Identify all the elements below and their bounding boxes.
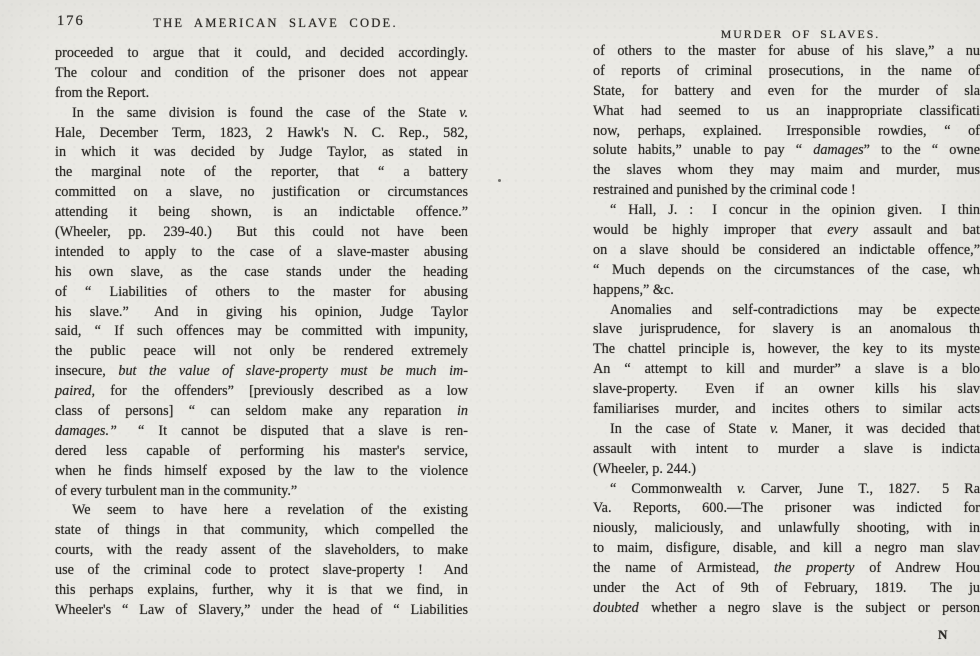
text-line <box>55 64 468 84</box>
text-line <box>55 143 468 163</box>
running-head-right: MURDER OF SLAVES. <box>720 27 881 41</box>
text-line <box>593 519 980 539</box>
text-run: of reports of criminal prosecutions, in the name of <box>593 62 980 79</box>
text-line <box>55 382 468 402</box>
text-line <box>593 499 980 519</box>
text-line <box>55 303 468 323</box>
text-run: courts, with the ready assent of the slaveholders, to make <box>55 542 468 559</box>
text-line <box>593 161 980 181</box>
text-run: “ Commonwealth <box>610 480 738 497</box>
italic-text-run: v. <box>737 480 746 497</box>
text-run: In the same division is found the case of the State <box>72 104 460 121</box>
text-run: class of persons] “ can seldom make any reparation <box>55 403 457 420</box>
text-line <box>593 340 980 360</box>
text-run: use of the criminal code to protect slave-property ! And <box>55 562 468 579</box>
right-page-text <box>593 42 980 619</box>
text-line <box>593 141 980 161</box>
text-line <box>593 82 980 102</box>
text-run: attending it being shown, is an indictable offence.” <box>55 204 468 221</box>
text-run: dered less capable of performing his master's service, <box>55 442 468 459</box>
text-run: would be highly improper that <box>593 222 828 239</box>
text-line <box>593 122 980 142</box>
text-run: whether a negro slave is the subject or person <box>638 599 980 616</box>
text-line <box>593 539 980 559</box>
italic-text-run: v. <box>459 104 468 121</box>
text-run: Va. Reports, 600.—The prisoner was indicted for <box>593 500 980 517</box>
text-run: his slave.” And in giving his opinion, Judge Taylor <box>55 303 468 320</box>
text-line <box>55 263 468 283</box>
text-line <box>593 559 980 579</box>
text-line <box>55 422 468 442</box>
text-line <box>55 462 468 482</box>
italic-text-run: v. <box>769 420 779 437</box>
text-run: An “ attempt to kill and murder” a slave is a blo <box>593 361 980 378</box>
text-run: when he finds himself exposed by the law to the violence <box>55 462 468 479</box>
ink-speck <box>498 179 501 182</box>
text-run: said, “ If such offences may be committed with impunity, <box>55 323 468 340</box>
text-run: “ Hall, J. : I concur in the opinion given. I thin <box>610 202 980 219</box>
text-line <box>55 104 468 124</box>
text-line <box>55 561 468 581</box>
text-line <box>55 223 468 243</box>
italic-text-run: damages <box>813 142 864 159</box>
text-run: his own slave, as the case stands under the heading <box>55 263 468 280</box>
text-line <box>55 501 468 521</box>
text-line <box>55 362 468 382</box>
text-run: assault with intent to murder a slave is indicta <box>593 440 980 457</box>
text-run: of Andrew Hou <box>854 560 980 577</box>
text-line <box>55 322 468 342</box>
text-line <box>593 42 980 62</box>
text-line <box>593 579 980 599</box>
printer-signature-mark: N <box>938 627 949 642</box>
text-line <box>55 124 468 144</box>
text-run: The colour and condition of the prisoner does not appear <box>55 64 468 81</box>
italic-text-run: damages.” <box>55 422 117 439</box>
text-line <box>55 521 468 541</box>
text-line <box>55 581 468 601</box>
text-run: Wheeler's “ Law of Slavery,” under the head of “ Liabilities <box>55 601 468 618</box>
text-run: Maner, it was decided that <box>778 420 980 437</box>
text-line <box>593 460 980 480</box>
text-run: Hale, December Term, 1823, 2 Hawk's N. C. Rep., 582, <box>55 124 468 141</box>
text-line <box>55 283 468 303</box>
text-line <box>55 163 468 183</box>
text-run: State, for battery and even for the murder of sla <box>593 82 980 99</box>
italic-text-run: in <box>456 403 468 420</box>
text-run: the public peace will not only be rendered extremely <box>55 343 468 360</box>
text-line <box>593 320 980 340</box>
italic-text-run: paired, <box>55 383 96 400</box>
left-page-text <box>55 44 468 621</box>
text-run: slave-property. Even if an owner kills his slav <box>593 381 980 398</box>
text-line <box>55 203 468 223</box>
text-line <box>593 360 980 380</box>
text-run: of every turbulent man in the community.” <box>55 482 298 499</box>
text-run: (Wheeler, p. 244.) <box>593 460 697 477</box>
text-run: this perhaps explains, further, why it is that we find, in <box>55 582 468 599</box>
text-line <box>55 84 468 104</box>
text-line <box>55 183 468 203</box>
page-number: 176 <box>57 13 85 29</box>
text-line <box>55 243 468 263</box>
text-run: restrained and punished by the criminal code ! <box>593 182 856 199</box>
text-line <box>55 402 468 422</box>
text-run: What had seemed to us an inappropriate classificati <box>593 102 980 119</box>
text-line <box>593 599 980 619</box>
text-run: from the Report. <box>55 84 150 101</box>
text-run: happens,” &c. <box>593 281 674 298</box>
text-line <box>593 380 980 400</box>
text-line <box>55 442 468 462</box>
text-run: insecure, <box>55 363 119 380</box>
text-run: The chattel principle is, however, the key to its myste <box>593 341 980 358</box>
text-run: intended to apply to the case of a slave-master abusing <box>55 243 468 260</box>
text-run: the marginal note of the reporter, that “ a battery <box>55 164 468 181</box>
text-run: solute habits,” unable to pay “ <box>593 142 814 159</box>
text-line <box>593 221 980 241</box>
text-line <box>593 420 980 440</box>
text-line <box>593 400 980 420</box>
text-line <box>593 241 980 261</box>
text-run: on a slave should be considered an indictable offence,” <box>593 241 980 258</box>
text-run: in which it was decided by Judge Taylor, as stated in <box>55 144 468 161</box>
text-line <box>593 281 980 301</box>
text-line <box>55 541 468 561</box>
text-run: proceeded to argue that it could, and decided accordingly. <box>55 45 468 61</box>
text-run: Anomalies and self-contradictions may be expecte <box>610 301 980 318</box>
text-run: We seem to have here a revelation of the existing <box>72 502 468 519</box>
text-run: to maim, disfigure, disable, and kill a negro man slav <box>593 540 980 557</box>
text-run: the name of Armistead, <box>593 560 774 577</box>
text-run: familiarises murder, and incites others to similar acts <box>593 401 980 418</box>
text-run: (Wheeler, pp. 239-40.) But this could not have been <box>55 224 468 241</box>
text-line <box>593 62 980 82</box>
text-line <box>593 301 980 321</box>
text-run: “ Much depends on the circumstances of the case, wh <box>593 261 980 278</box>
text-line <box>593 201 980 221</box>
text-run: under the Act of 9th of February, 1819. The ju <box>593 580 980 597</box>
italic-text-run: every <box>827 222 859 239</box>
text-line <box>593 261 980 281</box>
text-run: slave jurisprudence, for slavery is an anomalous th <box>593 321 980 338</box>
text-line <box>55 482 468 502</box>
text-line <box>55 342 468 362</box>
text-run: In the case of State <box>610 420 770 437</box>
text-run: assault and bat <box>858 222 980 239</box>
text-run: ” to the “ owne <box>863 142 980 159</box>
text-run: for the offenders” [previously described as a low <box>95 383 468 400</box>
italic-text-run: doubted <box>593 599 639 616</box>
text-line <box>593 440 980 460</box>
text-run: the slaves whom they may maim and murder, mus <box>593 162 980 179</box>
text-run: now, perhaps, explained. Irresponsible rowdies, “ of <box>593 122 980 139</box>
text-line <box>593 181 980 201</box>
text-run: of others to the master for abuse of his slave,” a nu <box>593 43 980 59</box>
text-line <box>593 102 980 122</box>
text-line <box>55 601 468 621</box>
text-line <box>593 480 980 500</box>
italic-text-run: but the value of slave-property must be much im- <box>118 363 468 380</box>
text-run: state of things in that community, which compelled the <box>55 522 468 539</box>
running-head-left: THE AMERICAN SLAVE CODE. <box>153 16 398 30</box>
text-run: “ It cannot be disputed that a slave is ren- <box>116 422 468 439</box>
text-run: Carver, June T., 1827. 5 Ra <box>745 480 980 497</box>
text-run: of “ Liabilities of others to the master for abusing <box>55 283 468 300</box>
text-run: committed on a slave, no justification or circumstances <box>55 184 468 201</box>
text-run: niously, maliciously, and unlawfully shooting, with in <box>593 520 980 537</box>
italic-text-run: the property <box>773 560 855 577</box>
text-line <box>55 44 468 64</box>
